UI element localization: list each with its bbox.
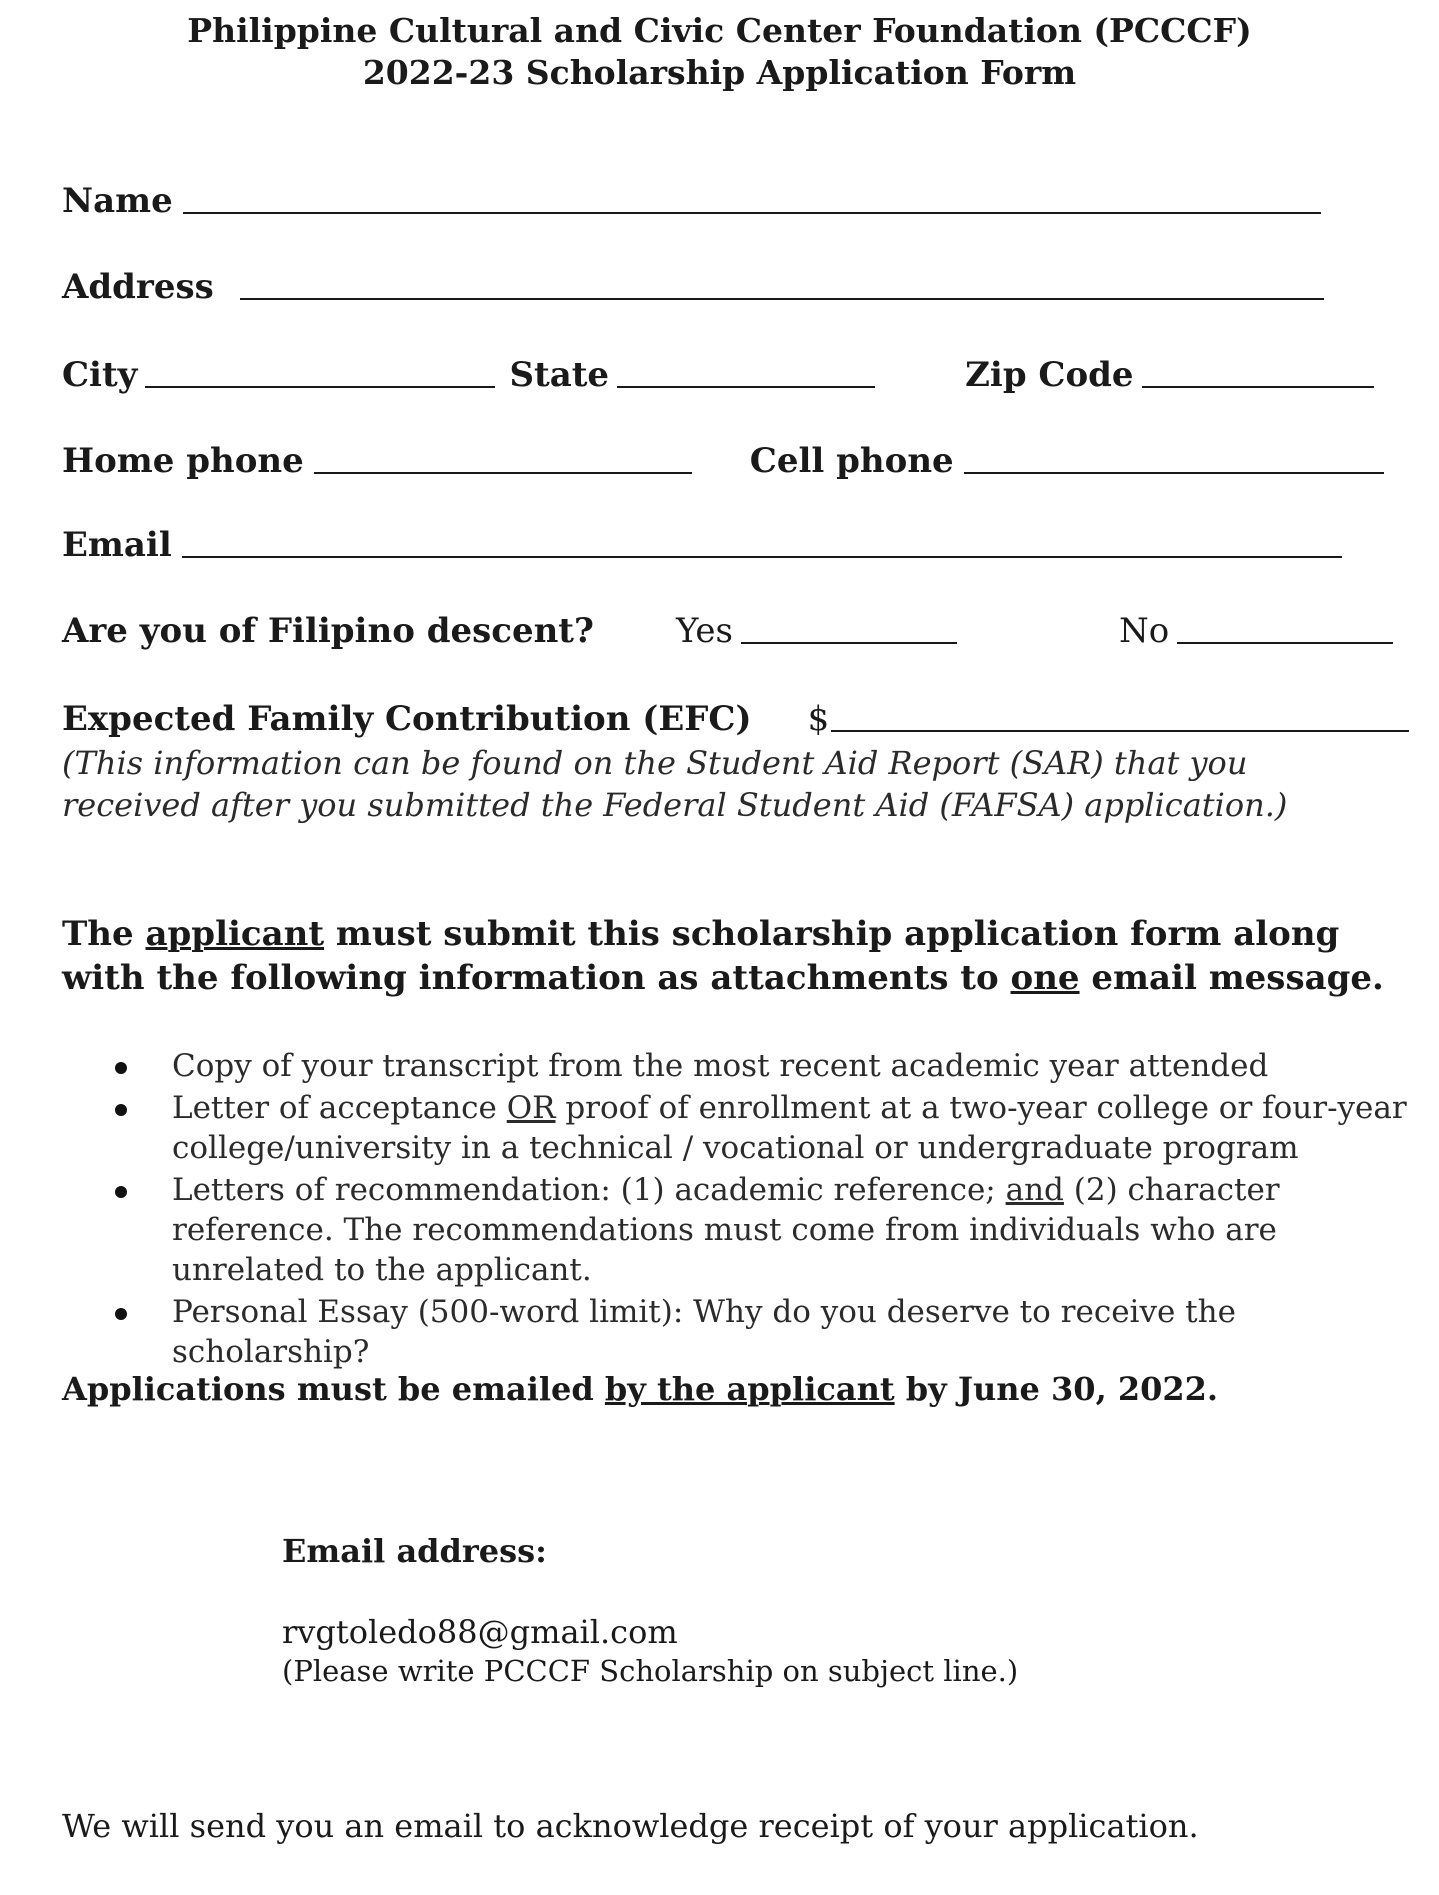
no-label: No bbox=[1119, 611, 1170, 651]
city-label: City bbox=[62, 355, 138, 395]
address-row bbox=[62, 266, 1324, 308]
yes-field[interactable] bbox=[741, 642, 957, 644]
deadline-text bbox=[62, 1368, 1218, 1410]
yes-label: Yes bbox=[675, 611, 733, 651]
efc-label: Expected Family Contribution (EFC) bbox=[62, 699, 752, 739]
email-row bbox=[62, 524, 1342, 566]
address-label: Address bbox=[62, 267, 214, 307]
name-field[interactable] bbox=[183, 212, 1321, 214]
home-phone-label: Home phone bbox=[62, 441, 304, 481]
home-phone-field[interactable] bbox=[314, 472, 692, 474]
transcript-item: Copy of your transcript from the most recent academic year attended bbox=[172, 1048, 1269, 1084]
deadline-by-applicant: by the applicant bbox=[604, 1370, 895, 1408]
list-item bbox=[110, 1088, 1410, 1168]
name-row bbox=[62, 180, 1321, 222]
zip-code-label: Zip Code bbox=[965, 355, 1134, 395]
instructions-text-c: email message. bbox=[1079, 958, 1384, 998]
recommendation-text-a: Letters of recommendation: (1) academic reference; bbox=[172, 1172, 1006, 1208]
form-subtitle: 2022-23 Scholarship Application Form bbox=[362, 53, 1077, 92]
subject-line-note: (Please write PCCCF Scholarship on subject line.) bbox=[282, 1654, 1019, 1688]
instructions-text-a: The bbox=[62, 914, 146, 954]
name-label: Name bbox=[62, 181, 173, 221]
efc-row bbox=[62, 698, 1409, 740]
acceptance-or: OR bbox=[506, 1090, 556, 1126]
efc-field[interactable] bbox=[831, 730, 1409, 732]
email-address-label: Email address: bbox=[282, 1532, 547, 1570]
cell-phone-field[interactable] bbox=[964, 472, 1384, 474]
zip-code-field[interactable] bbox=[1142, 386, 1374, 388]
instructions-text-b: must submit this scholarship application form along with the following information as attachments to bbox=[62, 914, 1340, 998]
state-label: State bbox=[509, 355, 610, 395]
city-field[interactable] bbox=[145, 386, 495, 388]
cell-phone-label: Cell phone bbox=[749, 441, 954, 481]
recommendation-and: and bbox=[1005, 1172, 1064, 1208]
acceptance-text-b: proof of enrollment at a two-year college or four-year college/university in a technical / vocational or undergraduate program bbox=[172, 1090, 1407, 1166]
no-field[interactable] bbox=[1177, 642, 1393, 644]
deadline-text-a: Applications must be emailed bbox=[62, 1370, 605, 1408]
form-title: Philippine Cultural and Civic Center Foundation (PCCCF) bbox=[187, 11, 1252, 50]
list-item bbox=[110, 1292, 1410, 1372]
deadline-text-b: by June 30, 2022. bbox=[894, 1370, 1219, 1408]
email-label: Email bbox=[62, 525, 172, 565]
city-state-zip-row bbox=[62, 354, 1374, 396]
address-field[interactable] bbox=[240, 298, 1324, 300]
essay-item: Personal Essay (500-word limit): Why do you deserve to receive the scholarship? bbox=[172, 1294, 1236, 1370]
descent-row bbox=[62, 610, 1393, 652]
efc-currency: $ bbox=[807, 699, 830, 739]
contact-email-address[interactable]: rvgtoledo88@gmail.com bbox=[282, 1613, 678, 1651]
acceptance-text-a: Letter of acceptance bbox=[172, 1090, 507, 1126]
recommendation-text-b: (2) character reference. The recommendations must come from individuals who are unrelated to the applicant. bbox=[172, 1172, 1280, 1288]
acknowledgement-text: We will send you an email to acknowledge receipt of your application. bbox=[62, 1807, 1199, 1845]
phone-row bbox=[62, 440, 1384, 482]
submission-instructions bbox=[62, 912, 1402, 1000]
attachments-list bbox=[110, 1046, 1410, 1374]
efc-note: (This information can be found on the Student Aid Report (SAR) that you received after you submitted the Federal Student Aid (FAFSA) application.) bbox=[62, 744, 1288, 824]
list-item bbox=[110, 1170, 1410, 1290]
email-field[interactable] bbox=[182, 556, 1342, 558]
instructions-applicant: applicant bbox=[145, 914, 325, 954]
state-field[interactable] bbox=[617, 386, 875, 388]
instructions-one: one bbox=[1010, 958, 1080, 998]
list-item bbox=[110, 1046, 1410, 1086]
descent-question: Are you of Filipino descent? bbox=[62, 611, 594, 651]
